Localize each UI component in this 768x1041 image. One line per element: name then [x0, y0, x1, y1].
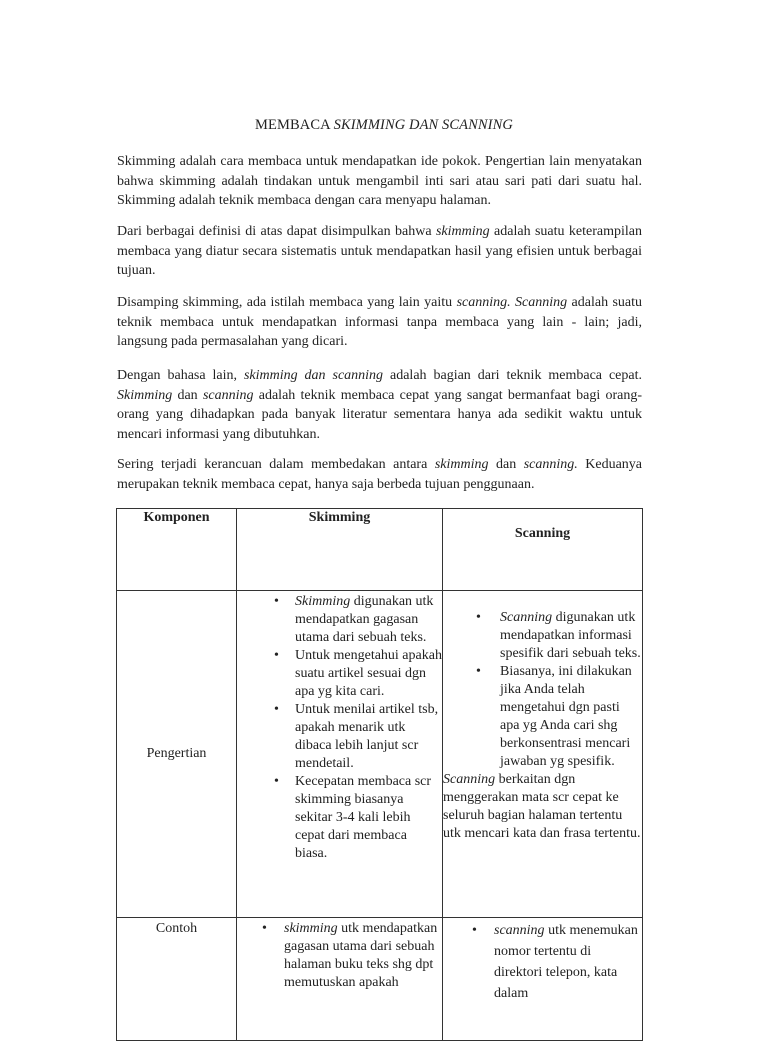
scanning-definition-list: [443, 609, 642, 771]
table-row: [117, 918, 643, 1041]
list-item: • Skimming digunakan utk mendapatkan gagasan utama dari sebuah teks.: [237, 593, 442, 647]
header-skimming: Skimming: [237, 509, 443, 591]
skimming-example-cell: [237, 918, 443, 1041]
skimming-definition-list: [237, 593, 442, 863]
header-scanning: Scanning: [443, 509, 643, 591]
table-row: [117, 591, 643, 918]
paragraph-3: Disamping skimming, ada istilah membaca yang lain yaitu scanning. Scanning adalah suatu teknik membaca untuk mendapatkan informasi tanpa membaca yang lain - lain; jadi, langsung pada permasalahan yang dicari.: [117, 295, 643, 349]
skimming-definition-cell: [237, 591, 443, 918]
paragraph-2: Dari berbagai definisi di atas dapat disimpulkan bahwa skimming adalah suatu keterampilan membaca yang diatur secara sistematis untuk mendapatkan hasil yang efisien untuk berbagai tujuan.: [117, 224, 642, 278]
page-title: [0, 117, 768, 134]
row-label-contoh: Contoh: [117, 918, 237, 1041]
list-item: • Kecepatan membaca scr skimming biasanya sekitar 3-4 kali lebih cepat dari membaca biasa.: [237, 773, 442, 863]
list-item: • scanning utk menemukan nomor tertentu di direktori telepon, kata dalam: [443, 920, 642, 1004]
title-italic: SKIMMING DAN SCANNING: [333, 117, 513, 133]
comparison-table: [116, 508, 643, 1041]
header-komponen: Komponen: [117, 509, 237, 591]
scanning-example-list: [443, 920, 642, 1004]
table-header-row: [117, 509, 643, 591]
title-plain: MEMBACA: [255, 117, 334, 133]
paragraph-5: Sering terjadi kerancuan dalam membedakan antara skimming dan scanning. Keduanya merupakan teknik membaca cepat, hanya saja berbeda tujuan penggunaan.: [117, 457, 642, 492]
skimming-example-list: [237, 920, 442, 992]
list-item: • Untuk mengetahui apakah suatu artikel sesuai dgn apa yg kita cari.: [237, 647, 442, 701]
paragraph-4: Dengan bahasa lain, skimming dan scanning adalah bagian dari teknik membaca cepat. Skimming dan scanning adalah teknik membaca cepat yang sangat bermanfaat bagi orang-orang yang dihadapkan pada banyak literatur sementara hanya ada sedikit waktu untuk mencari informasi yang dibutuhkan.: [117, 368, 642, 442]
scanning-example-cell: [443, 918, 643, 1041]
scanning-definition-cell: [443, 591, 643, 918]
row-label-pengertian: Pengertian: [117, 591, 237, 918]
list-item: • Biasanya, ini dilakukan jika Anda telah mengetahui dgn pasti apa yg Anda cari shg berkonsentrasi mencari jawaban yg spesifik.: [443, 663, 642, 771]
list-item: • skimming utk mendapatkan gagasan utama dari sebuah halaman buku teks shg dpt memutuskan apakah: [237, 920, 442, 992]
scanning-note: Scanning berkaitan dgn menggerakan mata scr cepat ke seluruh bagian halaman tertentu utk mencari kata dan frasa tertentu.: [443, 772, 641, 841]
paragraph-1: Skimming adalah cara membaca untuk mendapatkan ide pokok. Pengertian lain menyatakan bahwa skimming adalah tindakan untuk mengambil inti sari atau sari pati dari suatu hal. Skimming adalah teknik membaca dengan cara menyapu halaman.: [117, 154, 642, 208]
list-item: • Scanning digunakan utk mendapatkan informasi spesifik dari sebuah teks.: [443, 609, 642, 663]
list-item: • Untuk menilai artikel tsb, apakah menarik utk dibaca lebih lanjut scr mendetail.: [237, 701, 442, 773]
